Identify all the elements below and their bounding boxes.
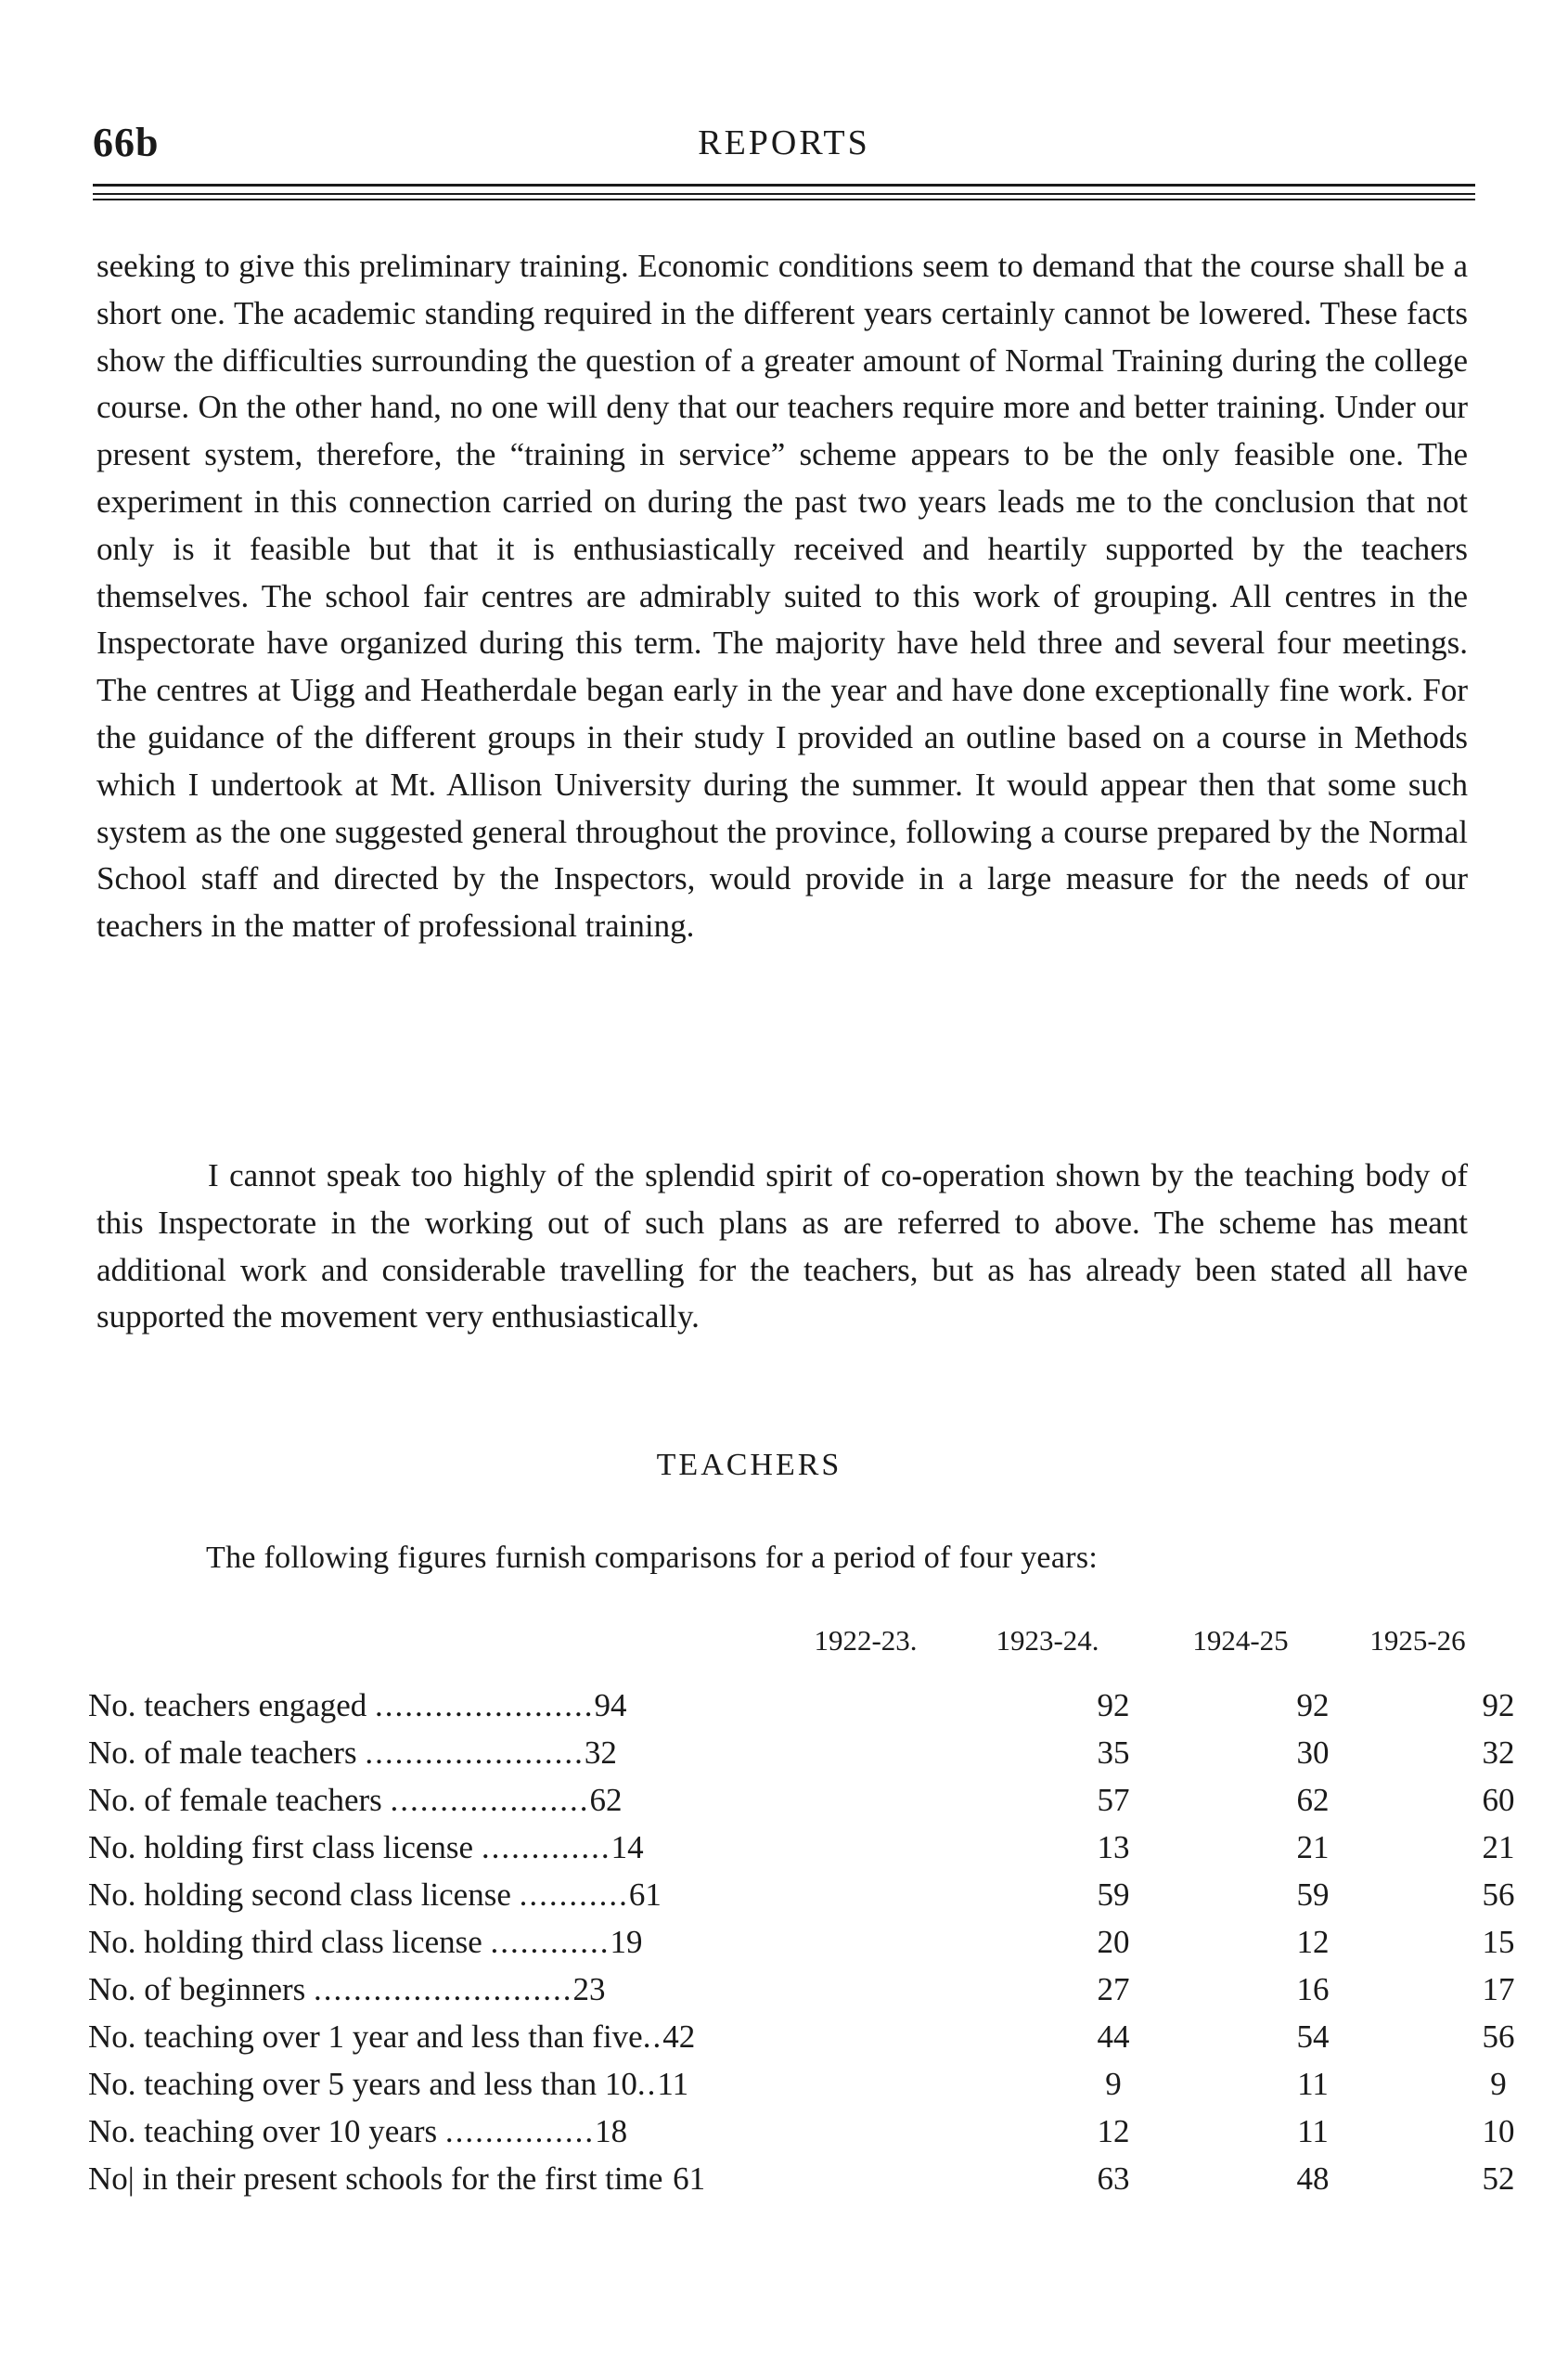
table-row [88,2113,1515,2160]
header-rule-bottom [93,199,1475,200]
row-label: No. teachers engaged ......................94 [88,1687,627,1723]
page-header [93,119,1475,174]
cell-1924-25: 21 [1296,1829,1330,1865]
cell-1923-24: 20 [1097,1924,1130,1960]
table-row [88,1782,1515,1829]
row-label: No. teaching over 5 years and less than 10..11 [88,2066,689,2102]
row-label: No. teaching over 1 year and less than five..42 [88,2018,696,2055]
cell-1925-26: 60 [1482,1782,1515,1818]
teachers-statistics-table [88,1687,1515,2208]
table-row [88,1829,1515,1876]
running-title: REPORTS [698,123,870,162]
cell-1924-25: 30 [1296,1735,1330,1771]
table-row [88,1971,1515,2018]
cell-1925-26: 10 [1482,2113,1515,2149]
table-row [88,1876,1515,1924]
section-heading-teachers: TEACHERS [656,1448,842,1482]
cell-1924-25: 11 [1297,2066,1329,2102]
row-label: No. holding second class license ...........61 [88,1876,662,1913]
cell-1923-24: 35 [1097,1735,1130,1771]
cell-1923-24: 57 [1097,1782,1130,1818]
cell-1923-24: 44 [1097,2018,1130,2055]
header-rule-top [93,184,1475,187]
cell-1925-26: 32 [1482,1735,1515,1771]
cell-1925-26: 9 [1490,2066,1507,2102]
cell-1925-26: 56 [1482,2018,1515,2055]
year-header-3: 1924-25 [1192,1624,1289,1657]
row-label: No. of male teachers ......................32 [88,1735,617,1771]
cell-1925-26: 52 [1482,2160,1515,2197]
page-number: 66b [93,120,160,165]
cell-1924-25: 59 [1296,1876,1330,1913]
body-paragraph-1: seeking to give this preliminary training. Economic conditions seem to demand that the course shall be a short one. The academic standing required in the different years certainly cannot be lowered. These facts show the difficulties surrounding the question of a greater amount of Normal Training during the college course. On the other hand, no one will deny that our teachers require more and better training. Under our present system, therefore, the “training in service” scheme appears to be the only feasible one. The experiment in this connection carried on during the past two years leads me to the conclusion that not only is it feasible but that it is enthusiastically received and heartily supported by the teachers themselves. The school fair centres are admirably suited to this work of grouping. All centres in the Inspectorate have organized during this term. The majority have held three and several four meetings. The centres at Uigg and Heatherdale began early in the year and have done exceptionally fine work. For the guidance of the different groups in their study I provided an outline based on a course in Methods which I undertook at Mt. Allison University during the summer. It would appear then that some such system as the one suggested general throughout the province, following a course prepared by the Normal School staff and directed by the Inspectors, would provide in a large measure for the needs of our teachers in the matter of professional training. [96,248,1468,945]
header-rule-middle [93,193,1475,195]
cell-1923-24: 12 [1097,2113,1130,2149]
year-header-2: 1923-24. [996,1624,1099,1657]
table-year-headers [0,1624,1498,1661]
cell-1923-24: 92 [1097,1687,1130,1723]
cell-1925-26: 56 [1482,1876,1515,1913]
cell-1924-25: 11 [1297,2113,1329,2149]
row-label: No. of beginners ..........................23 [88,1971,606,2007]
table-row [88,2160,1515,2208]
cell-1923-24: 59 [1097,1876,1130,1913]
cell-1924-25: 62 [1296,1782,1330,1818]
cell-1925-26: 21 [1482,1829,1515,1865]
cell-1924-25: 92 [1296,1687,1330,1723]
body-paragraph-2: I cannot speak too highly of the splendid spirit of co-operation shown by the teaching body of this Inspectorate in the working out of such plans as are referred to above. The scheme has meant additional work and considerable travelling for the teachers, but as has already been stated all have supported the movement very enthusiastically. [96,1157,1468,1335]
cell-1924-25: 48 [1296,2160,1330,2197]
cell-1925-26: 92 [1482,1687,1515,1723]
year-header-1: 1922-23. [814,1624,918,1657]
table-row [88,1735,1515,1782]
table-row [88,2018,1515,2066]
cell-1923-24: 13 [1097,1829,1130,1865]
cell-1925-26: 17 [1482,1971,1515,2007]
row-label: No. teaching over 10 years ...............18 [88,2113,628,2149]
year-header-4: 1925-26 [1369,1624,1466,1657]
table-row [88,2066,1507,2113]
cell-1924-25: 16 [1296,1971,1330,2007]
table-intro: The following figures furnish comparisons for a period of four years: [206,1541,1099,1575]
row-label: No. holding first class license .............14 [88,1829,644,1865]
cell-1923-24: 9 [1105,2066,1122,2102]
row-label: No. holding third class license ............19 [88,1924,643,1960]
cell-1923-24: 27 [1097,1971,1130,2007]
row-label: No. of female teachers ....................62 [88,1782,623,1818]
cell-1924-25: 12 [1296,1924,1330,1960]
row-label: No| in their present schools for the first time 61 [88,2160,706,2197]
cell-1923-24: 63 [1097,2160,1130,2197]
table-row [88,1687,1515,1735]
table-row [88,1924,1515,1971]
cell-1925-26: 15 [1482,1924,1515,1960]
cell-1924-25: 54 [1296,2018,1330,2055]
